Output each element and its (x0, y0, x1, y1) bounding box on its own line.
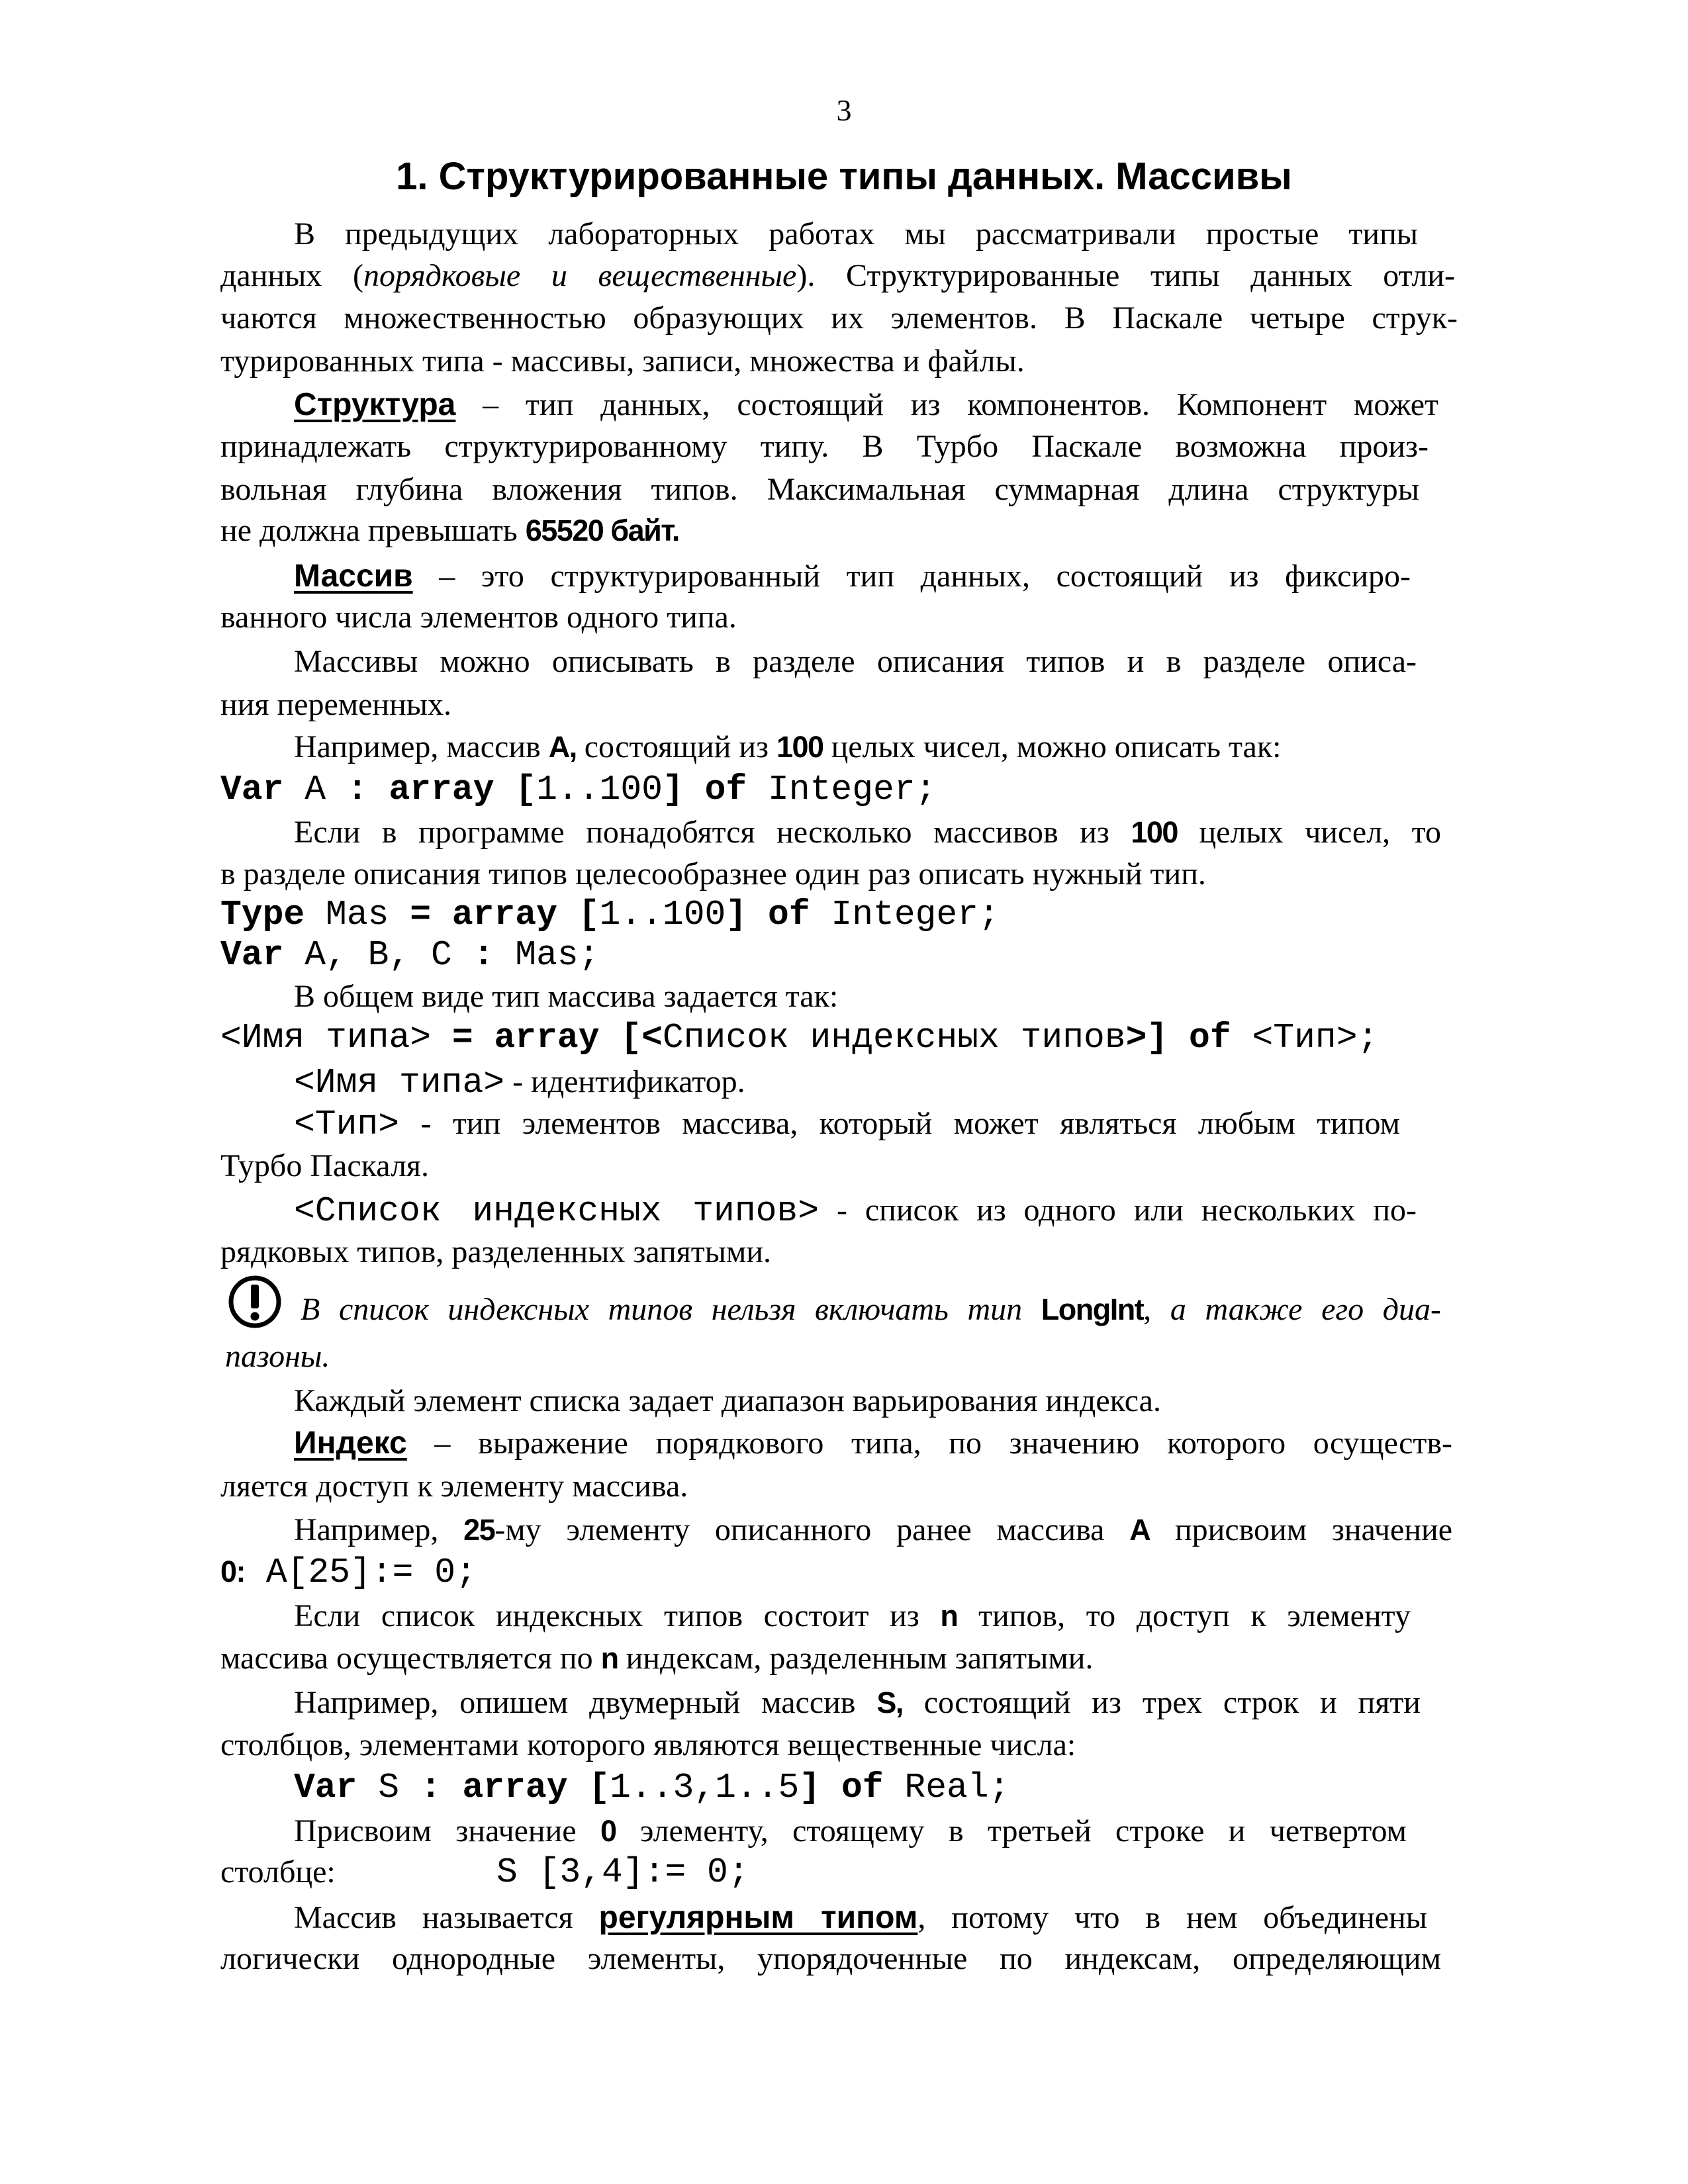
emphasis-text: 25 (463, 1513, 495, 1547)
text-segment: не должна превышать (220, 513, 526, 548)
code-text: <Тип> (294, 1105, 400, 1144)
emphasis-text: 0: (220, 1555, 246, 1588)
code-keyword: >] of (1125, 1018, 1231, 1058)
text-segment: столбцов, элементами которого являются вещественные числа: (220, 1727, 1076, 1762)
emphasis-text: 65520 байт. (525, 514, 679, 547)
code-keyword: = array [ (410, 895, 600, 934)
emphasis-text: S, (876, 1686, 903, 1719)
text-segment: целых чисел, можно описать так: (823, 729, 1282, 764)
text-segment: индексам, разделенным запятыми. (618, 1641, 1094, 1676)
code-text: <Тип>; (1231, 1018, 1379, 1058)
text-segment: рядковых типов, разделенных запятыми. (220, 1234, 772, 1269)
text-segment: ляется доступ к элементу массива. (220, 1469, 688, 1504)
code-text: 1..3,1..5 (610, 1768, 800, 1807)
code-text: S (357, 1768, 420, 1807)
code-text: A (283, 770, 347, 809)
text-line (294, 1061, 745, 1103)
text-line (220, 853, 1206, 895)
code-text: 1..100 (599, 895, 726, 934)
term-heading: регулярным типом (598, 1900, 918, 1935)
italic-text: В список индексных типов нельзя включать тип (301, 1292, 1041, 1327)
text-line (294, 1189, 1417, 1232)
text-segment: Присвоим значение (294, 1813, 600, 1848)
text-line (220, 426, 1429, 468)
code-text: A[25]:= 0; (245, 1553, 477, 1592)
code-text: S [3,4]:= 0; (496, 1852, 749, 1892)
text-line (301, 1289, 1441, 1331)
text-segment: ния переменных. (220, 687, 452, 722)
code-text: <Имя типа> (294, 1063, 505, 1103)
text-line (220, 1851, 749, 1893)
text-line (294, 1810, 1407, 1852)
text-line (220, 684, 451, 726)
text-segment: , потому что в нем объединены (917, 1900, 1428, 1935)
code-keyword: : (346, 770, 368, 809)
text-line (294, 1595, 1411, 1637)
text-line (220, 1938, 1441, 1980)
code-text: Список индексных типов (662, 1018, 1126, 1058)
text-segment: Массивы можно описывать в разделе описания типов и в разделе описа- (294, 644, 1417, 679)
text-segment: - список из одного или нескольких по- (819, 1193, 1417, 1228)
text-line (220, 510, 679, 552)
text-segment: Если список индексных типов состоит из (294, 1598, 941, 1633)
text-line (220, 1465, 688, 1508)
text-segment: присвоим значение (1150, 1512, 1453, 1547)
code-text: <Список индексных типов> (294, 1191, 820, 1231)
code-text: Mas; (494, 935, 600, 975)
emphasis-text: 100 (776, 730, 823, 764)
text-line (220, 596, 737, 639)
text-segment: принадлежать структурированному типу. В Турбо Паскале возможна произ- (220, 429, 1429, 464)
emphasis-text: A, (548, 730, 577, 764)
code-keyword: : (420, 1768, 442, 1807)
code-text: Integer; (747, 770, 937, 809)
emphasis-text: 0 (600, 1814, 616, 1848)
code-text: 1..100 (536, 770, 663, 809)
text-line (220, 1724, 1076, 1766)
text-line (220, 340, 1025, 383)
text-segment: - тип элементов массива, который может являться любым типом (399, 1106, 1400, 1141)
text-segment: Турбо Паскаля. (220, 1148, 429, 1183)
emphasis-text: n (940, 1599, 958, 1633)
code-keyword: Var (294, 1768, 357, 1807)
text-segment: Например, (294, 1512, 464, 1547)
text-line (294, 213, 1418, 255)
text-segment: столбце: (220, 1854, 336, 1889)
text-segment: – тип данных, состоящий из компонентов. Компонент может (455, 387, 1438, 422)
code-keyword: ] of (726, 895, 810, 934)
italic-text: а также его диа- (1151, 1292, 1442, 1327)
code-keyword: : (473, 935, 494, 975)
text-line (294, 1766, 1009, 1808)
text-segment: чаются множественностью образующих их элементов. В Паскале четыре струк- (220, 300, 1458, 336)
text-line (220, 1145, 429, 1187)
text-line (220, 1551, 477, 1593)
code-text (368, 770, 389, 809)
emphasis-text: n (600, 1641, 618, 1675)
text-segment: логически однородные элементы, упорядоченные по индексам, определяющим (220, 1941, 1441, 1976)
text-segment: турированных типа - массивы, записи, множества и файлы. (220, 343, 1025, 379)
text-line (294, 384, 1438, 426)
italic-text: пазоны. (225, 1339, 330, 1374)
code-text: A, B, C (283, 935, 473, 975)
text-segment: ванного числа элементов одного типа. (220, 600, 737, 635)
code-keyword: Var (220, 935, 284, 975)
code-keyword: array [ (462, 1768, 610, 1807)
text-segment: Например, опишем двумерный массив (294, 1685, 877, 1720)
text-segment: данных ( (220, 258, 363, 293)
text-line (294, 1103, 1400, 1145)
code-text: <Имя типа> (220, 1018, 452, 1058)
text-line (294, 1380, 1161, 1422)
code-text: Real; (883, 1768, 1010, 1807)
text-segment: Например, массив (294, 729, 549, 764)
code-keyword: Var (220, 770, 284, 809)
code-keyword: array [ (389, 770, 537, 809)
page-number: 3 (836, 93, 852, 127)
text-segment: вольная глубина вложения типов. Максимальная суммарная длина структуры (220, 472, 1419, 507)
italic-text: порядковые и вещественные (363, 258, 797, 293)
text-line (294, 811, 1441, 854)
text-line (220, 255, 1455, 297)
code-keyword: ] of (799, 1768, 884, 1807)
text-line (294, 1897, 1427, 1939)
code-keyword: = array [< (451, 1018, 663, 1058)
code-text: Mas (305, 895, 410, 934)
emphasis-text: LongInt (1041, 1293, 1144, 1326)
text-segment: Каждый элемент списка задает диапазон варьирования индекса. (294, 1383, 1161, 1418)
term-heading: Индекс (294, 1426, 407, 1461)
text-segment: Если в программе понадобятся несколько массивов из (294, 815, 1131, 850)
term-heading: Структура (294, 387, 456, 422)
text-line (220, 297, 1458, 340)
text-segment: массива осуществляется по (220, 1641, 601, 1676)
code-keyword: Type (220, 895, 305, 934)
emphasis-text: 100 (1131, 815, 1178, 849)
text-line (225, 1336, 330, 1378)
emphasis-text: A (1129, 1513, 1150, 1547)
term-heading: Массив (294, 559, 413, 594)
text-line (220, 469, 1419, 511)
text-line (220, 933, 600, 976)
text-segment: состоящий из трех строк и пяти (902, 1685, 1421, 1720)
text-line (220, 1016, 1378, 1058)
text-line (294, 641, 1417, 683)
text-segment: - идентификатор. (504, 1064, 745, 1099)
text-segment: – выражение порядкового типа, по значению которого осуществ- (406, 1426, 1452, 1461)
text-segment: Массив называется (294, 1900, 599, 1935)
text-line (294, 1682, 1421, 1724)
text-segment: целых чисел, то (1177, 815, 1442, 850)
text-line (220, 1231, 771, 1273)
text-line (294, 1509, 1452, 1551)
text-segment: в разделе описания типов целесообразнее один раз описать нужный тип. (220, 856, 1206, 891)
text-segment: ). Структурированные типы данных отли- (796, 258, 1455, 293)
text-line (294, 555, 1411, 598)
text-line (220, 1637, 1093, 1680)
text-line (220, 893, 1000, 935)
text-segment: типов, то доступ к элементу (957, 1598, 1411, 1633)
text-segment: элементу, стоящему в третьей строке и четвертом (616, 1813, 1407, 1848)
text-segment: состоящий из (576, 729, 776, 764)
code-keyword: ] of (662, 770, 747, 809)
text-segment: – это структурированный тип данных, состоящий из фиксиро- (412, 559, 1411, 594)
text-line (294, 726, 1282, 768)
page-title: 1. Структурированные типы данных. Массивы (396, 155, 1292, 198)
text-segment: В предыдущих лабораторных работах мы рассматривали простые типы (294, 216, 1418, 251)
code-text (442, 1768, 463, 1807)
text-segment: -му элементу описанного ранее массива (494, 1512, 1130, 1547)
text-segment: В общем виде тип массива задается так: (294, 979, 839, 1014)
text-line (294, 1422, 1452, 1465)
text-segment: , (1143, 1292, 1152, 1327)
text-line (294, 976, 838, 1018)
code-text: Integer; (810, 895, 1000, 934)
text-line (220, 768, 936, 810)
